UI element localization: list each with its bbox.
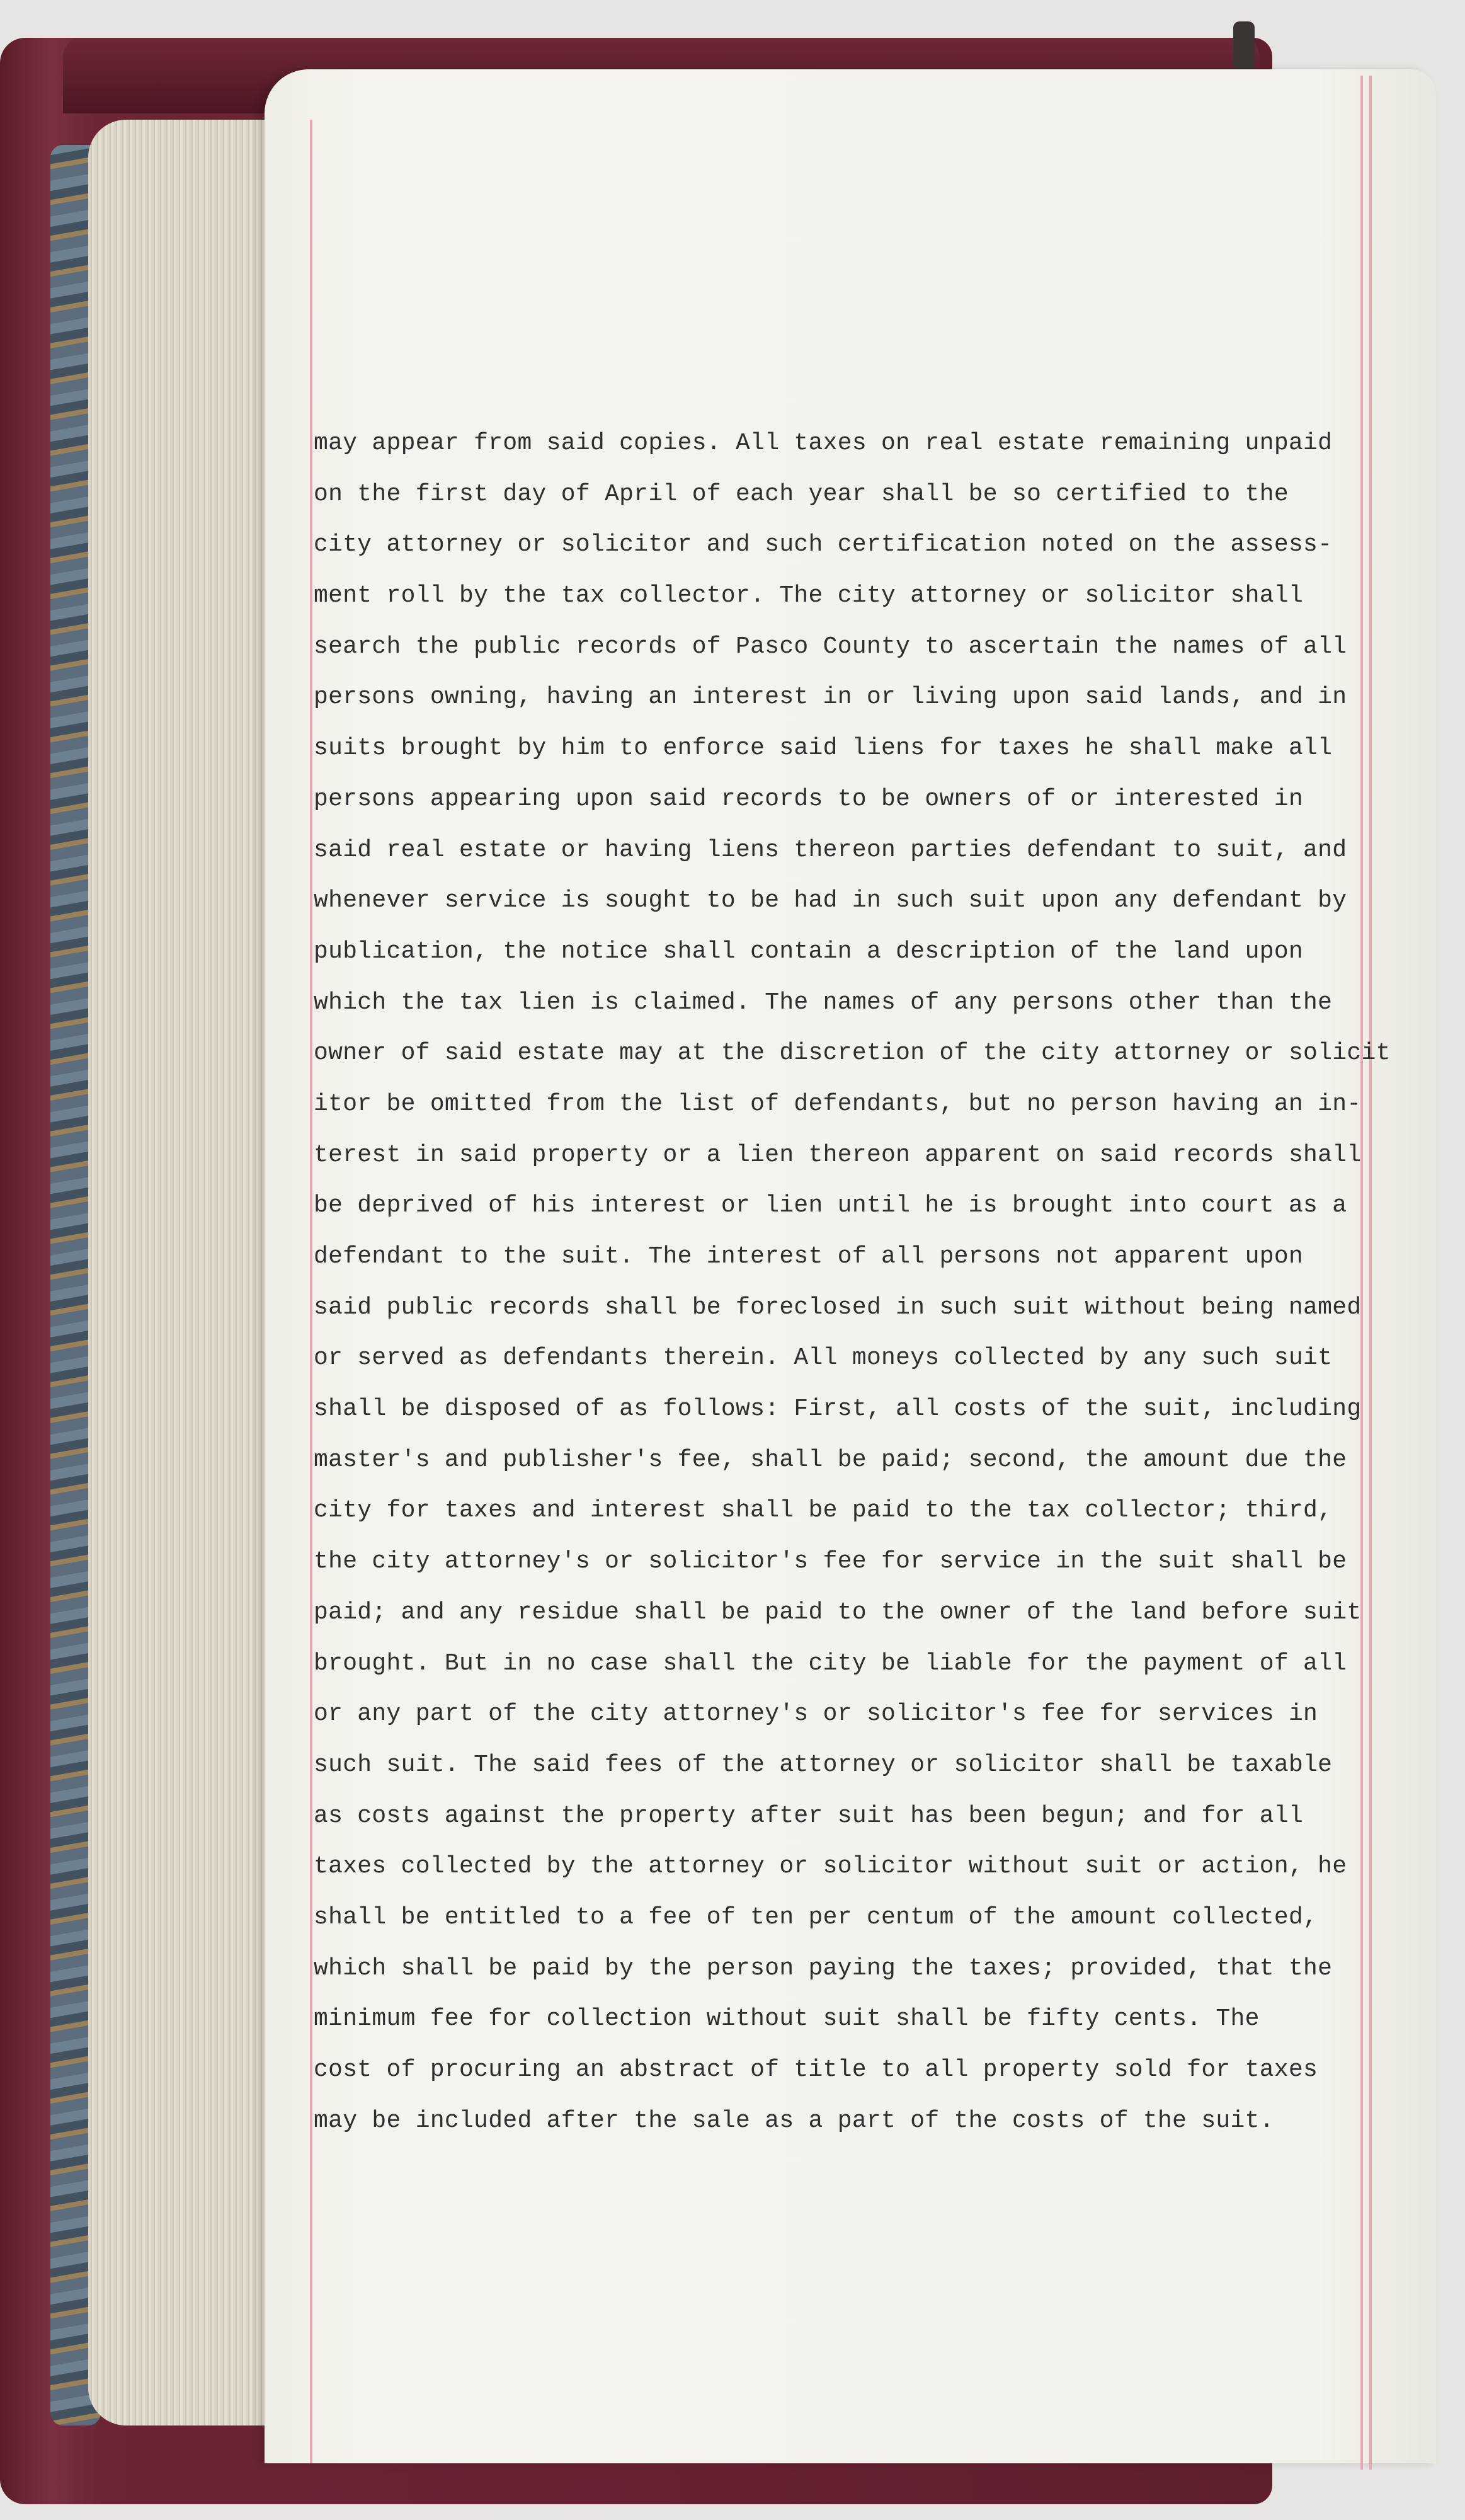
book-clasp: [1233, 21, 1255, 72]
text-line: which the tax lien is claimed. The names of any persons other than the: [314, 988, 1333, 1016]
text-line: paid; and any residue shall be paid to the owner of the land before suit: [314, 1598, 1362, 1626]
text-line: owner of said estate may at the discretion of the city attorney or solicit: [314, 1040, 1391, 1067]
text-line: persons owning, having an interest in or living upon said lands, and in: [314, 684, 1347, 711]
text-line: cost of procuring an abstract of title to all property sold for taxes: [314, 2056, 1318, 2083]
text-line: persons appearing upon said records to be owners of or interested in: [314, 785, 1304, 813]
text-line: on the first day of April of each year shall be so certified to the: [314, 480, 1289, 508]
text-line: said real estate or having liens thereon parties defendant to suit, and: [314, 836, 1347, 864]
text-line: which shall be paid by the person paying the taxes; provided, that the: [314, 1954, 1333, 1982]
text-line: the city attorney's or solicitor's fee for service in the suit shall be: [314, 1548, 1347, 1576]
text-line: terest in said property or a lien thereon apparent on said records shall: [314, 1141, 1362, 1169]
text-line: as costs against the property after suit has been begun; and for all: [314, 1802, 1304, 1830]
text-line: said public records shall be foreclosed in such suit without being named: [314, 1293, 1362, 1321]
text-line: city attorney or solicitor and such certification noted on the assess-: [314, 531, 1333, 559]
text-line: search the public records of Pasco County to ascertain the names of all: [314, 633, 1347, 660]
text-line: defendant to the suit. The interest of all persons not apparent upon: [314, 1243, 1304, 1270]
text-line: itor be omitted from the list of defendants, but no person having an in-: [314, 1090, 1362, 1118]
text-line: publication, the notice shall contain a description of the land upon: [314, 937, 1304, 965]
text-line: minimum fee for collection without suit shall be fifty cents. The: [314, 2005, 1260, 2033]
text-line: brought. But in no case shall the city be liable for the payment of all: [314, 1649, 1347, 1677]
text-line: whenever service is sought to be had in such suit upon any defendant by: [314, 887, 1347, 915]
left-margin-rule: [310, 120, 312, 2463]
text-line: taxes collected by the attorney or solicitor without suit or action, he: [314, 1853, 1347, 1881]
typed-text-block: [314, 418, 1391, 2146]
text-line: shall be disposed of as follows: First, all costs of the suit, including: [314, 1395, 1362, 1423]
text-line: may be included after the sale as a part of the costs of the suit.: [314, 2107, 1274, 2134]
text-line: such suit. The said fees of the attorney or solicitor shall be taxable: [314, 1751, 1333, 1778]
text-line: or any part of the city attorney's or solicitor's fee for services in: [314, 1700, 1318, 1728]
text-line: be deprived of his interest or lien until he is brought into court as a: [314, 1192, 1347, 1220]
text-line: master's and publisher's fee, shall be paid; second, the amount due the: [314, 1446, 1347, 1474]
text-line: ment roll by the tax collector. The city attorney or solicitor shall: [314, 582, 1304, 610]
text-line: suits brought by him to enforce said liens for taxes he shall make all: [314, 735, 1333, 762]
text-line: city for taxes and interest shall be paid to the tax collector; third,: [314, 1497, 1333, 1525]
text-line: or served as defendants therein. All moneys collected by any such suit: [314, 1344, 1333, 1372]
text-line: may appear from said copies. All taxes on real estate remaining unpaid: [314, 430, 1333, 457]
text-line: shall be entitled to a fee of ten per centum of the amount collected,: [314, 1903, 1318, 1931]
